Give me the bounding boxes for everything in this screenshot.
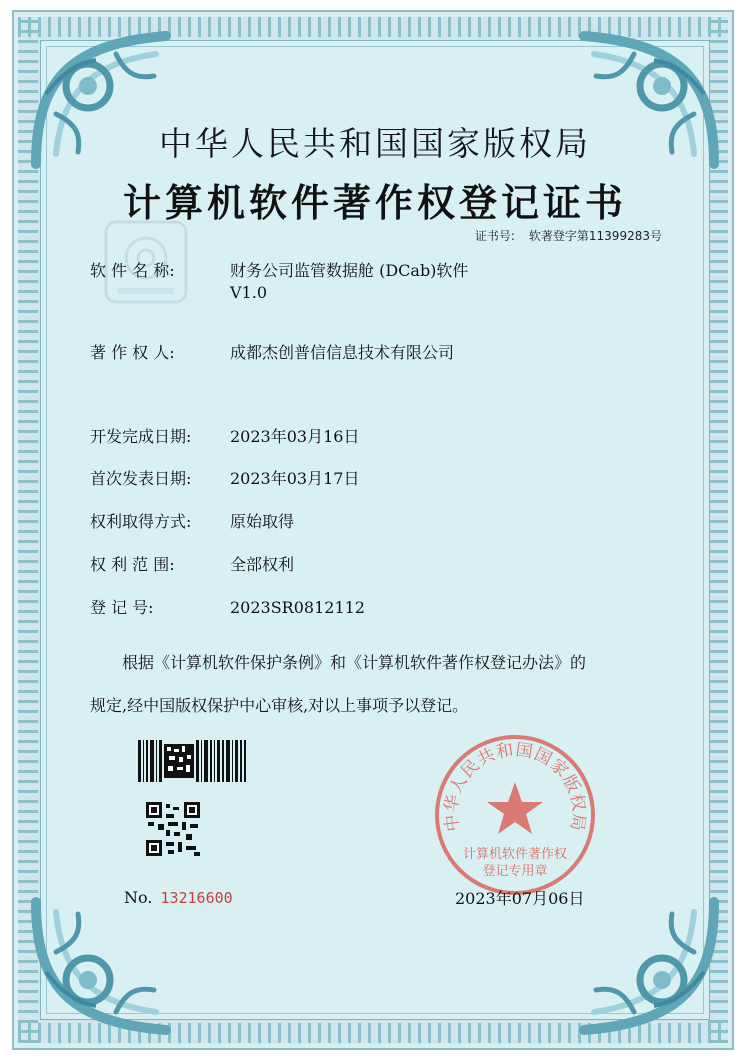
barcode-icon — [138, 740, 246, 782]
field-label: 软 件 名 称: — [90, 261, 175, 280]
corner-ornament-icon — [26, 892, 176, 1042]
seal-ring-text: 中华人民共和国国家版权局 — [441, 740, 589, 833]
seal-line-1: 计算机软件著作权 — [462, 847, 568, 862]
serial-label: No. — [124, 888, 153, 907]
field-label: 登 记 号: — [90, 598, 154, 617]
issuer-title: 中华人民共和国国家版权局 — [159, 124, 591, 163]
field-rights-scope — [90, 554, 294, 576]
issue-date: 2023年07月06日 — [455, 889, 585, 908]
field-value: 成都杰创普信信息技术有限公司 — [230, 343, 455, 362]
field-registration-number — [90, 597, 365, 619]
field-value: 2023SR0812112 — [230, 598, 365, 617]
seal-line-2: 登记专用章 — [482, 864, 548, 879]
field-publication-date — [90, 468, 359, 490]
field-label: 权利取得方式: — [90, 512, 192, 531]
field-acquisition-method — [90, 511, 294, 533]
field-value: 全部权利 — [230, 555, 295, 574]
field-value: 2023年03月17日 — [230, 469, 360, 488]
field-label: 权 利 范 围: — [90, 555, 175, 574]
certificate-number-label: 证书号: — [474, 229, 515, 243]
corner-ornament-icon — [574, 892, 724, 1042]
field-value: 2023年03月16日 — [230, 427, 360, 446]
certificate-number-value: 软著登字第11399283号 — [528, 229, 662, 243]
field-value: 原始取得 — [230, 512, 295, 531]
certificate-title: 计算机软件著作权登记证书 — [122, 180, 627, 225]
serial-number — [124, 888, 233, 907]
field-label: 开发完成日期: — [90, 427, 192, 446]
official-seal-icon — [432, 732, 598, 898]
serial-value: 13216600 — [160, 889, 233, 907]
statement-line-1: 根据《计算机软件保护条例》和《计算机软件著作权登记办法》的 — [122, 653, 587, 672]
field-label: 著 作 权 人: — [90, 343, 175, 362]
statement-line-2: 规定,经中国版权保护中心审核,对以上事项予以登记。 — [90, 696, 469, 715]
certificate-number — [475, 227, 662, 244]
field-label: 首次发表日期: — [90, 469, 192, 488]
field-completion-date — [90, 426, 359, 448]
field-software-name — [90, 260, 468, 304]
field-copyright-owner — [90, 342, 454, 364]
qr-code-icon — [146, 802, 200, 856]
field-value: 财务公司监管数据舱 (DCab)软件 V1.0 — [230, 261, 469, 302]
